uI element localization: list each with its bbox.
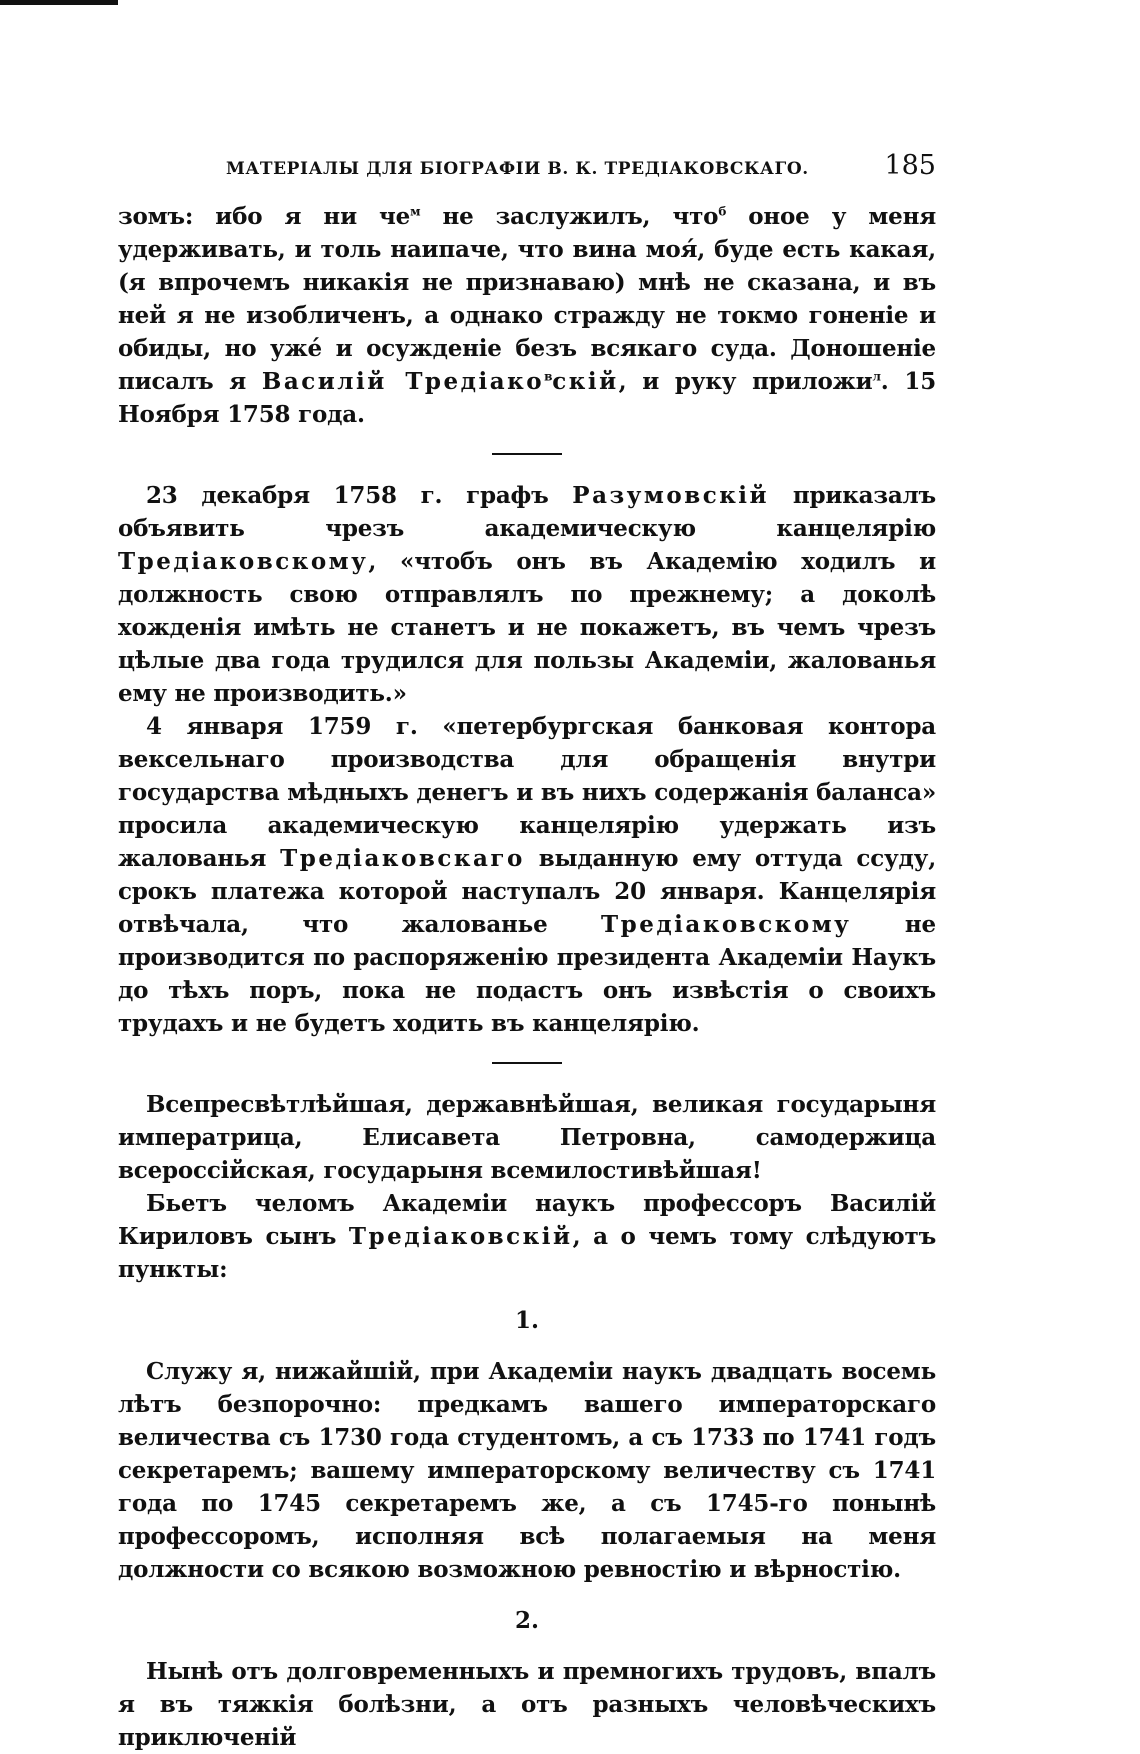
point-number-2: 2.	[514, 1607, 539, 1634]
page-edge-mark	[0, 0, 118, 5]
paragraph-point-1: Служу я, нижайшій, при Академіи наукъ двадцать восемь лѣтъ безпорочно: предкамъ вашего императорскаго величества съ 1730 года студентомъ, а съ 1733 по 1741 годъ секретаремъ; вашему императорскому величеству съ 1741 года по 1745 секретаремъ же, а съ 1745-го понынѣ профессоромъ, исполняя всѣ полагаемыя на меня должности со всякою возможною ревностію и вѣрностію.	[118, 1358, 936, 1583]
book-page	[118, 150, 936, 1754]
paragraph-point-2: Нынѣ отъ долговременныхъ и премногихъ трудовъ, впалъ я въ тяжкія болѣзни, а отъ разныхъ человѣческихъ приключеній	[118, 1658, 936, 1751]
paragraph-address: Всепресвѣтлѣйшая, державнѣйшая, великая государыня императрица, Елисавета Петровна, самодержица всероссійская, государыня всемилостивѣйшая!	[118, 1091, 936, 1184]
section-divider	[492, 1062, 562, 1064]
paragraph-january-1759: 4 января 1759 г. «петербургская банковая контора вексельнаго производства для обращенія внутри государства мѣдныхъ денегъ и въ нихъ содержанія баланса» просила академическую канцелярію удержать изъ жалованья Тредіаковскаго выданную ему оттуда ссуду, срокъ платежа которой наступалъ 20 января. Канцелярія отвѣчала, что жалованье Тредіаковскому не производится по распоряженію президента Академіи Наукъ до тѣхъ поръ, пока не подастъ онъ извѣстія о своихъ трудахъ и не будетъ ходить въ канцелярію.	[118, 713, 937, 1037]
running-title: МАТЕРІАЛЫ ДЛЯ БІОГРАФІИ В. К. ТРЕДІАКОВСКАГО.	[226, 159, 809, 179]
point-number-1: 1.	[514, 1307, 539, 1334]
section-divider	[492, 453, 562, 455]
running-head	[226, 150, 936, 200]
author-name: Василій Тредіако	[261, 368, 545, 395]
paragraph-petition-opening: Бьетъ челомъ Академіи наукъ профессоръ Василій Кириловъ сынъ Тредіаковскій, а о чемъ тому слѣдуютъ пункты:	[118, 1190, 937, 1283]
paragraph-petition-end: зомъ: ибо я ни $че^м$ не заслужилъ, что$^б$ оное у меня удерживать, и толь наипаче, что вина моя́, буде есть какая, (я впрочемъ никакія не признаваю) мнѣ не сказана, и въ ней я не изобличенъ, а однако стражду не токмо гоненіе и обиды, но ужé и осужденіе безъ всякаго суда. Доношеніе писалъ я Василій Тредіако$^в$скій, и руку приложи$^л$. 15 Ноября 1758 года.	[118, 203, 937, 428]
page-number: 185	[884, 150, 936, 181]
paragraph-december-1758: 23 декабря 1758 г. графъ Разумовскій приказалъ объявить чрезъ академическую канцелярію Тредіаковскому, «чтобъ онъ въ Академію ходилъ и должность свою отправлялъ по прежнему; а доколѣ хожденія имѣть не станетъ и не покажетъ, въ чемъ чрезъ цѣлые два года трудился для пользы Академіи, жалованья ему не производить.»	[118, 482, 937, 707]
